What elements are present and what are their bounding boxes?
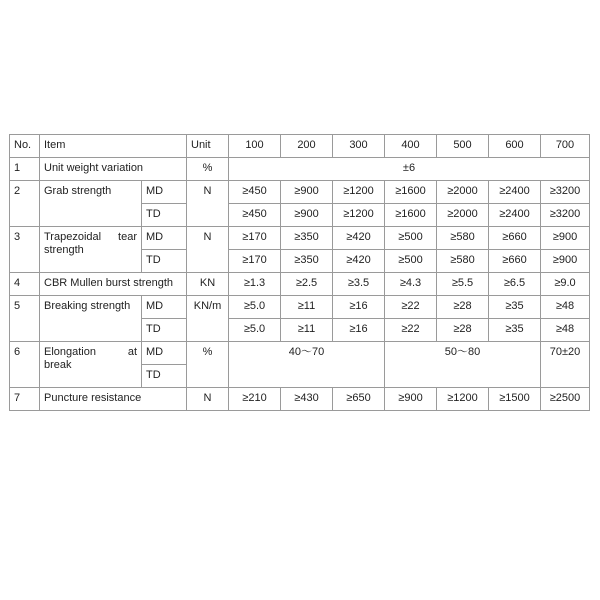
table-row: [10, 158, 590, 181]
cell-value: ≥500: [385, 250, 437, 273]
row-no: 1: [10, 158, 40, 181]
cell-range: 40～70: [229, 342, 385, 388]
table-row: [10, 273, 590, 296]
row-unit: KN/m: [187, 296, 229, 342]
row-direction: TD: [142, 250, 187, 273]
cell-value: ≥170: [229, 227, 281, 250]
row-direction: TD: [142, 319, 187, 342]
cell-value: ≥48: [541, 296, 590, 319]
row-unit: KN: [187, 273, 229, 296]
header-grade: 300: [333, 135, 385, 158]
row-no: 7: [10, 388, 40, 411]
row-direction: TD: [142, 365, 187, 388]
row-item-line: Breaking: [44, 300, 88, 312]
cell-value: ≥2000: [437, 204, 489, 227]
cell-value: ≥2000: [437, 181, 489, 204]
cell-value: ≥28: [437, 319, 489, 342]
cell-value: ≥1.3: [229, 273, 281, 296]
cell-value: ≥170: [229, 250, 281, 273]
row-item: [40, 342, 142, 388]
header-row: [10, 135, 590, 158]
cell-range: 70±20: [541, 342, 590, 388]
cell-value: ≥580: [437, 250, 489, 273]
table-row: [10, 227, 590, 250]
row-merged-value: ±6: [229, 158, 590, 181]
header-grade: 600: [489, 135, 541, 158]
cell-value: ≥350: [281, 250, 333, 273]
cell-value: ≥2500: [541, 388, 590, 411]
header-grade: 200: [281, 135, 333, 158]
cell-value: ≥1200: [333, 181, 385, 204]
row-direction: MD: [142, 296, 187, 319]
cell-value: ≥35: [489, 319, 541, 342]
cell-value: ≥350: [281, 227, 333, 250]
cell-value: ≥5.0: [229, 296, 281, 319]
cell-value: ≥48: [541, 319, 590, 342]
cell-value: ≥9.0: [541, 273, 590, 296]
cell-value: ≥1200: [437, 388, 489, 411]
cell-value: ≥4.3: [385, 273, 437, 296]
cell-value: ≥16: [333, 296, 385, 319]
cell-value: ≥22: [385, 319, 437, 342]
cell-value: ≥420: [333, 227, 385, 250]
table-row: [10, 342, 590, 365]
cell-value: ≥1500: [489, 388, 541, 411]
row-unit: N: [187, 181, 229, 227]
cell-value: ≥3200: [541, 181, 590, 204]
row-no: 4: [10, 273, 40, 296]
row-item-line: Elongation at: [44, 346, 137, 358]
cell-value: ≥450: [229, 204, 281, 227]
cell-value: ≥660: [489, 250, 541, 273]
cell-value: ≥430: [281, 388, 333, 411]
row-unit: N: [187, 227, 229, 273]
cell-value: ≥22: [385, 296, 437, 319]
cell-value: ≥650: [333, 388, 385, 411]
row-item: CBR Mullen burst strength: [40, 273, 187, 296]
cell-value: ≥1600: [385, 181, 437, 204]
table-row: [10, 296, 590, 319]
table-row: [10, 388, 590, 411]
row-item-line: Trapezoidal tear: [44, 231, 137, 243]
row-unit: N: [187, 388, 229, 411]
row-item: Puncture resistance: [40, 388, 187, 411]
table-row: [10, 181, 590, 204]
row-no: 5: [10, 296, 40, 342]
cell-value: ≥3200: [541, 204, 590, 227]
row-no: 6: [10, 342, 40, 388]
cell-value: ≥35: [489, 296, 541, 319]
cell-value: ≥11: [281, 319, 333, 342]
cell-value: ≥900: [281, 204, 333, 227]
cell-value: ≥900: [541, 250, 590, 273]
cell-value: ≥2400: [489, 181, 541, 204]
row-no: 3: [10, 227, 40, 273]
cell-value: ≥500: [385, 227, 437, 250]
header-no: No.: [10, 135, 40, 158]
row-item-line: strength: [90, 300, 131, 312]
header-item: Item: [40, 135, 187, 158]
cell-value: ≥210: [229, 388, 281, 411]
row-item-line: strength: [44, 244, 84, 256]
header-grade: 700: [541, 135, 590, 158]
header-unit: Unit: [187, 135, 229, 158]
spec-table: [9, 134, 590, 411]
cell-value: ≥3.5: [333, 273, 385, 296]
row-item: Grab strength: [40, 181, 142, 227]
cell-value: ≥580: [437, 227, 489, 250]
header-grade: 100: [229, 135, 281, 158]
cell-value: ≥420: [333, 250, 385, 273]
cell-value: ≥16: [333, 319, 385, 342]
cell-value: ≥5.0: [229, 319, 281, 342]
row-item: Unit weight variation: [40, 158, 187, 181]
cell-value: ≥450: [229, 181, 281, 204]
cell-value: ≥1200: [333, 204, 385, 227]
cell-value: ≥11: [281, 296, 333, 319]
cell-value: ≥660: [489, 227, 541, 250]
cell-value: ≥2400: [489, 204, 541, 227]
cell-value: ≥1600: [385, 204, 437, 227]
row-item: [40, 227, 142, 273]
row-item-line: break: [44, 359, 72, 371]
cell-value: ≥900: [541, 227, 590, 250]
cell-value: ≥900: [385, 388, 437, 411]
row-unit: %: [187, 158, 229, 181]
cell-value: ≥28: [437, 296, 489, 319]
row-direction: MD: [142, 181, 187, 204]
row-no: 2: [10, 181, 40, 227]
cell-value: ≥5.5: [437, 273, 489, 296]
row-item: [40, 296, 142, 342]
header-grade: 400: [385, 135, 437, 158]
cell-value: ≥900: [281, 181, 333, 204]
cell-range: 50～80: [385, 342, 541, 388]
row-direction: TD: [142, 204, 187, 227]
cell-value: ≥6.5: [489, 273, 541, 296]
cell-value: ≥2.5: [281, 273, 333, 296]
row-direction: MD: [142, 342, 187, 365]
row-direction: MD: [142, 227, 187, 250]
header-grade: 500: [437, 135, 489, 158]
row-unit: %: [187, 342, 229, 388]
